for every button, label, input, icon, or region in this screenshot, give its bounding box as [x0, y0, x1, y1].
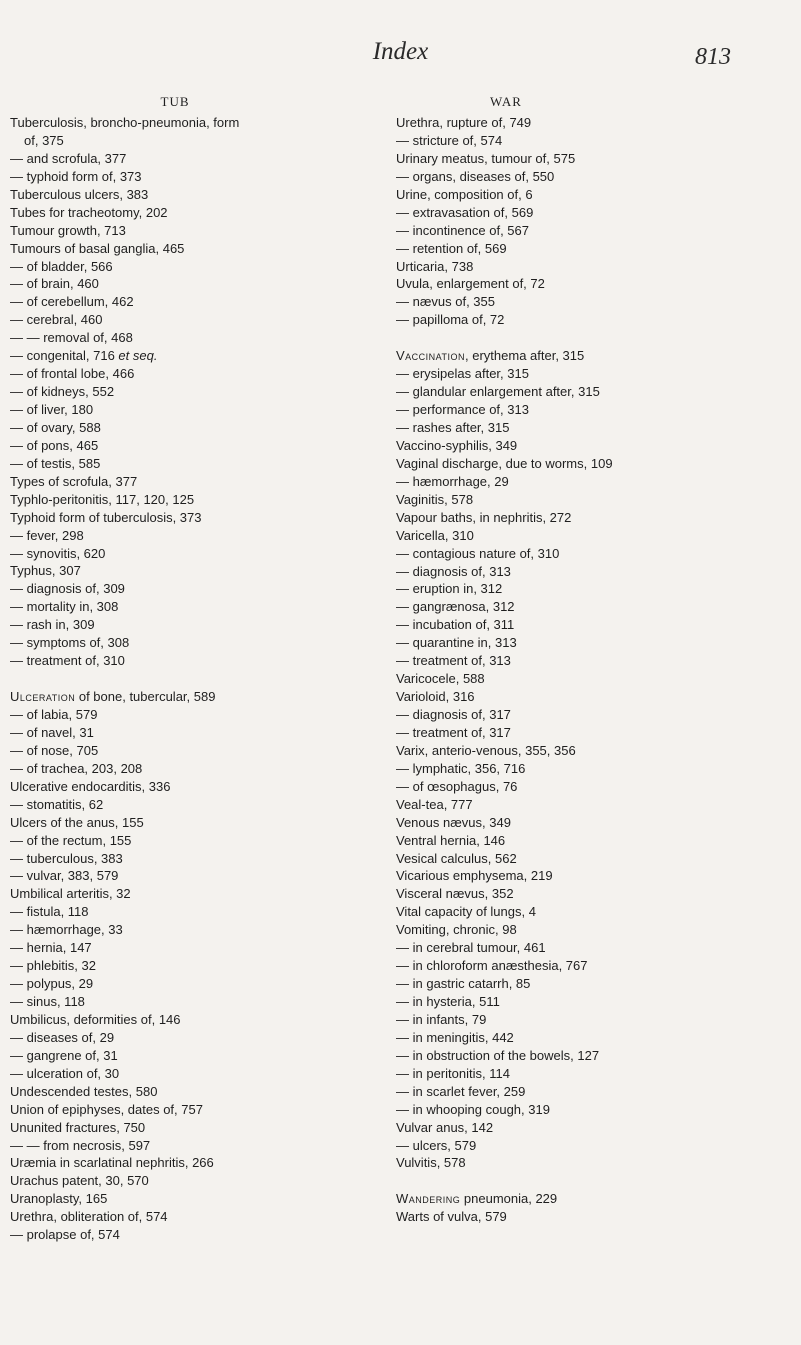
index-entry: Tuberculous ulcers, 383	[10, 186, 149, 202]
index-entry: Vaginitis, 578	[396, 491, 474, 507]
index-entry: — fistula, 118	[10, 904, 89, 920]
index-entry: — and scrofula, 377	[10, 150, 127, 166]
index-entry: Vesical calculus, 562	[396, 850, 517, 866]
index-entry: Vulvar anus, 142	[396, 1119, 494, 1135]
index-entry: — in obstruction of the bowels, 127	[396, 1047, 600, 1063]
index-entry: — diagnosis of, 313	[396, 563, 511, 579]
right-catchword: WAR	[490, 94, 522, 109]
left-catchword: TUB	[160, 94, 190, 109]
index-entry: Typhoid form of tuberculosis, 373	[10, 509, 202, 525]
index-entry: — mortality in, 308	[10, 599, 119, 615]
index-entry: — polypus, 29	[10, 976, 94, 992]
index-entry: — — from necrosis, 597	[10, 1137, 151, 1153]
index-entry: — of labia, 579	[10, 707, 98, 722]
index-entry: Vomiting, chronic, 98	[396, 922, 517, 938]
index-entry: — hæmorrhage, 29	[396, 473, 509, 489]
entry-text: of bone, tubercular, 589	[75, 689, 216, 705]
index-entry: Tumours of basal ganglia, 465	[10, 240, 185, 256]
index-entry: — ulceration of, 30	[10, 1065, 120, 1081]
index-entry: — erysipelas after, 315	[396, 366, 529, 382]
index-entry: — treatment of, 317	[396, 724, 511, 740]
index-entry: — contagious nature of, 310	[396, 545, 560, 561]
index-entry: — of frontal lobe, 466	[10, 366, 135, 382]
page-title: Index	[372, 38, 429, 65]
index-entry: — of trachea, 203, 208	[10, 760, 143, 776]
right-column	[396, 92, 786, 1226]
index-entry: Visceral nævus, 352	[396, 886, 514, 902]
index-entry: — congenital, 716 et seq.	[10, 348, 158, 364]
index-entry: — nævus of, 355	[396, 294, 495, 310]
index-entry: — in gastric catarrh, 85	[396, 976, 531, 992]
index-entry: Union of epiphyses, dates of, 757	[10, 1101, 203, 1117]
index-entry: Vaccino-syphilis, 349	[396, 437, 518, 453]
index-entry: — hernia, 147	[10, 940, 92, 956]
index-entry	[10, 688, 400, 706]
index-entry: — in infants, 79	[396, 1011, 487, 1027]
index-entry: — in peritonitis, 114	[396, 1065, 510, 1081]
index-entry: — symptoms of, 308	[10, 635, 130, 651]
index-entry: — diagnosis of, 309	[10, 581, 125, 597]
index-entry: Vaginal discharge, due to worms, 109	[396, 455, 613, 471]
right-entry-list	[396, 114, 786, 1226]
index-entry: — synovitis, 620	[10, 545, 106, 561]
index-entry: — in cerebral tumour, 461	[396, 940, 546, 956]
index-entry: — papilloma of, 72	[396, 312, 505, 328]
index-entry: — of liver, 180	[10, 402, 94, 417]
index-entry: — gangrænosa, 312	[396, 599, 515, 615]
index-entry: — — removal of, 468	[10, 330, 133, 346]
index-entry: Umbilical arteritis, 32	[10, 886, 131, 902]
index-entry: — gangrene of, 31	[10, 1047, 118, 1063]
index-entry: — fever, 298	[10, 527, 84, 543]
index-entry: — performance of, 313	[396, 402, 529, 418]
index-entry: Urinary meatus, tumour of, 575	[396, 150, 576, 166]
index-entry: Vital capacity of lungs, 4	[396, 904, 536, 920]
index-entry: Typhlo-peritonitis, 117, 120, 125	[10, 491, 195, 507]
index-entry: Varix, anterio-venous, 355, 356	[396, 742, 576, 758]
index-entry: — treatment of, 313	[396, 653, 511, 669]
index-entry: — rash in, 309	[10, 617, 95, 633]
index-entry: — hæmorrhage, 33	[10, 922, 123, 938]
index-entry: Urachus patent, 30, 570	[10, 1173, 149, 1189]
section-heading-word: Vaccination	[396, 348, 466, 364]
index-entry: — of pons, 465	[10, 437, 99, 453]
index-entry: Uræmia in scarlatinal nephritis, 266	[10, 1155, 214, 1171]
index-entry: — eruption in, 312	[396, 581, 503, 597]
index-entry: Types of scrofula, 377	[10, 473, 138, 489]
index-entry: Venous nævus, 349	[396, 814, 511, 830]
index-entry: Tumour growth, 713	[10, 222, 126, 238]
page-number: 813	[695, 44, 731, 70]
index-entry: — vulvar, 383, 579	[10, 868, 119, 884]
index-entry: Vicarious emphysema, 219	[396, 868, 553, 884]
index-entry: — of ovary, 588	[10, 419, 101, 435]
index-entry	[396, 347, 786, 365]
index-entry: Typhus, 307	[10, 563, 81, 579]
index-entry: Ventral hernia, 146	[396, 832, 506, 848]
index-entry: Ulcers of the anus, 155	[10, 814, 144, 830]
index-entry: of, 375	[24, 132, 64, 148]
index-entry: — of nose, 705	[10, 742, 99, 758]
index-entry: Urethra, obliteration of, 574	[10, 1209, 168, 1225]
section-heading-word: Ulceration	[10, 689, 76, 705]
entry-text: pneumonia, 229	[460, 1191, 558, 1207]
index-entry: Warts of vulva, 579	[396, 1209, 507, 1225]
index-entry: Urine, composition of, 6	[396, 186, 533, 202]
index-entry: — tuberculous, 383	[10, 850, 123, 866]
index-entry: — in whooping cough, 319	[396, 1101, 550, 1117]
left-column	[10, 92, 400, 1244]
index-entry: — phlebitis, 32	[10, 958, 96, 974]
index-entry: — in meningitis, 442	[396, 1029, 514, 1045]
index-entry: — incubation of, 311	[396, 617, 515, 633]
index-entry: — incontinence of, 567	[396, 222, 529, 238]
index-entry: — extravasation of, 569	[396, 204, 534, 220]
index-entry: Tubes for tracheotomy, 202	[10, 204, 168, 220]
index-entry: — typhoid form of, 373	[10, 168, 142, 184]
index-entry: Varioloid, 316	[396, 689, 475, 705]
index-entry: — organs, diseases of, 550	[396, 168, 555, 184]
index-entry: — of œsophagus, 76	[396, 778, 518, 794]
index-entry: Undescended testes, 580	[10, 1083, 158, 1099]
index-entry: — of cerebellum, 462	[10, 294, 134, 310]
index-entry: — diseases of, 29	[10, 1029, 115, 1045]
index-entry: — treatment of, 310	[10, 653, 125, 669]
index-entry: Vulvitis, 578	[396, 1155, 466, 1171]
index-entry: — quarantine in, 313	[396, 635, 517, 651]
index-entry: Urethra, rupture of, 749	[396, 115, 532, 130]
index-entry: — prolapse of, 574	[10, 1227, 120, 1243]
index-entry: Tuberculosis, broncho-pneumonia, form	[10, 115, 240, 130]
index-entry: — of kidneys, 552	[10, 384, 115, 400]
index-entry: — retention of, 569	[396, 240, 507, 256]
index-entry: — sinus, 118	[10, 994, 85, 1009]
index-entry: Ulcerative endocarditis, 336	[10, 778, 171, 794]
index-entry: — of navel, 31	[10, 724, 94, 740]
index-entry: — stricture of, 574	[396, 132, 503, 148]
index-entry: — rashes after, 315	[396, 420, 510, 435]
index-entry: Veal-tea, 777	[396, 796, 473, 812]
index-entry: Vapour baths, in nephritis, 272	[396, 509, 572, 525]
index-entry: Umbilicus, deformities of, 146	[10, 1011, 181, 1027]
index-entry: — of brain, 460	[10, 276, 99, 292]
section-heading-word: Wandering	[396, 1191, 461, 1207]
index-entry: — of testis, 585	[10, 455, 101, 471]
index-entry	[396, 1190, 786, 1208]
index-entry: Uvula, enlargement of, 72	[396, 276, 545, 292]
index-entry: — stomatitis, 62	[10, 796, 104, 812]
index-entry: — in chloroform anæsthesia, 767	[396, 958, 588, 974]
index-entry: Varicocele, 588	[396, 671, 485, 687]
index-entry: — cerebral, 460	[10, 312, 103, 328]
entry-text: , erythema after, 315	[465, 348, 585, 364]
index-entry: Ununited fractures, 750	[10, 1119, 146, 1135]
index-entry: — ulcers, 579	[396, 1137, 477, 1153]
index-entry: — of bladder, 566	[10, 258, 113, 274]
left-entry-list	[10, 114, 400, 1244]
index-entry: Uranoplasty, 165	[10, 1191, 108, 1207]
index-entry: — lymphatic, 356, 716	[396, 760, 526, 776]
index-entry: Varicella, 310	[396, 527, 474, 543]
index-entry: Urticaria, 738	[396, 258, 474, 274]
index-entry: — glandular enlargement after, 315	[396, 384, 600, 400]
index-entry: — in scarlet fever, 259	[396, 1083, 526, 1099]
index-entry: — in hysteria, 511	[396, 994, 500, 1009]
index-entry: — of the rectum, 155	[10, 832, 132, 848]
index-entry: — diagnosis of, 317	[396, 707, 511, 722]
